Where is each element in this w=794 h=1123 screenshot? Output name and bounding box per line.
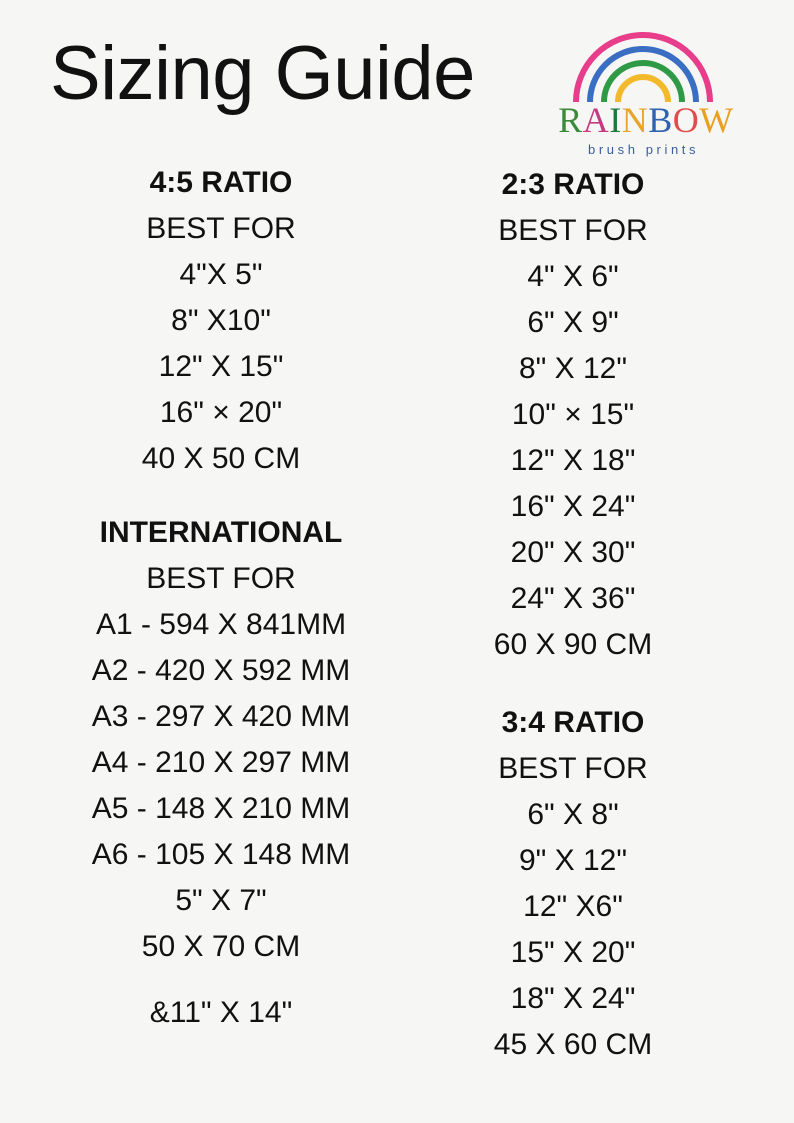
international-section — [56, 510, 386, 1036]
logo-letter: A — [582, 100, 610, 140]
logo-letter: I — [609, 100, 622, 140]
section-heading: 3:4 RATIO — [501, 706, 645, 739]
size-item: A5 - 148 X 210 MM — [91, 792, 351, 825]
ratio-34-section — [408, 700, 738, 1068]
size-item: 45 X 60 CM — [493, 1028, 653, 1061]
size-item: 4" X 6" — [527, 260, 619, 293]
right-column — [408, 162, 738, 1068]
size-item: 16" X 24" — [510, 490, 636, 523]
size-item: 4"X 5" — [179, 258, 263, 291]
size-item: A3 - 297 X 420 MM — [91, 700, 351, 733]
size-item: 60 X 90 CM — [493, 628, 653, 661]
size-item-extra: &11" X 14" — [149, 996, 293, 1029]
size-item: 8" X10" — [171, 304, 271, 337]
size-item: 20" X 30" — [510, 536, 636, 569]
size-item: 12" X 18" — [510, 444, 636, 477]
logo-tagline: brush prints — [588, 142, 700, 157]
best-for-label: BEST FOR — [498, 214, 648, 247]
page-title: Sizing Guide — [50, 31, 475, 116]
size-item: A1 - 594 X 841MM — [95, 608, 347, 641]
size-item: A4 - 210 X 297 MM — [91, 746, 351, 779]
best-for-label: BEST FOR — [146, 212, 296, 245]
left-column — [56, 160, 386, 1036]
section-heading: 4:5 RATIO — [149, 166, 293, 199]
logo-letter: O — [672, 100, 700, 140]
section-heading: INTERNATIONAL — [99, 516, 343, 549]
best-for-label: BEST FOR — [498, 752, 648, 785]
logo-letter: R — [558, 100, 583, 140]
best-for-label: BEST FOR — [146, 562, 296, 595]
rainbow-arcs-icon — [568, 18, 718, 102]
size-item: 15" X 20" — [510, 936, 636, 969]
size-item: 9" X 12" — [518, 844, 628, 877]
size-item: 6" X 9" — [527, 306, 619, 339]
size-item: A6 - 105 X 148 MM — [91, 838, 351, 871]
size-item: 12" X 15" — [158, 350, 284, 383]
size-item: 5" X 7" — [175, 884, 267, 917]
size-item: 50 X 70 CM — [141, 930, 301, 963]
section-heading: 2:3 RATIO — [501, 168, 645, 201]
logo-letter: N — [621, 100, 649, 140]
size-item: 24" X 36" — [510, 582, 636, 615]
size-item: A2 - 420 X 592 MM — [91, 654, 351, 687]
ratio-45-section — [56, 160, 386, 482]
size-item: 18" X 24" — [510, 982, 636, 1015]
size-item: 8" X 12" — [518, 352, 628, 385]
logo-wordmark — [546, 102, 746, 138]
ratio-23-section — [408, 162, 738, 668]
size-item: 12" X6" — [523, 890, 623, 923]
logo-letter: B — [648, 100, 673, 140]
size-item: 16" × 20" — [159, 396, 283, 429]
size-item: 10" × 15" — [511, 398, 635, 431]
logo-letter: W — [699, 100, 734, 140]
size-item: 40 X 50 CM — [141, 442, 301, 475]
rainbow-logo — [546, 18, 746, 157]
size-item: 6" X 8" — [527, 798, 619, 831]
